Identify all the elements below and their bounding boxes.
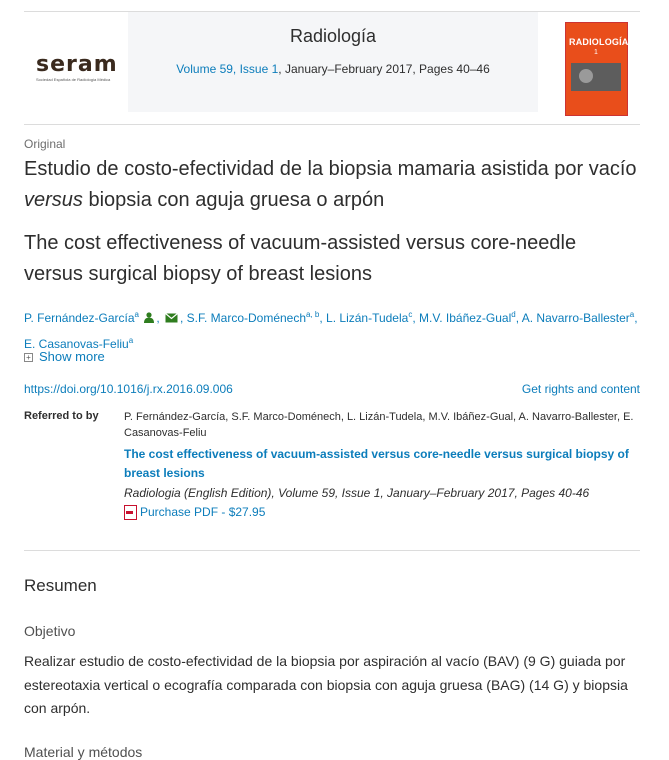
purchase-pdf-label: Purchase PDF - $27.95 xyxy=(140,505,266,519)
expand-icon: + xyxy=(24,353,33,362)
referred-authors: P. Fernández-García, S.F. Marco-Doménech, L. Lizán-Tudela, M.V. Ibáñez-Gual, A. Navarro-Ballester, E. Casanovas-Feliu xyxy=(124,411,634,439)
journal-info-box xyxy=(128,12,538,112)
logo-subtitle: Sociedad Española de Radiología Médica xyxy=(36,77,111,82)
referred-by-block xyxy=(124,409,640,520)
cover-number: 1 xyxy=(594,49,598,56)
article-title-es: Estudio de costo-efectividad de la biopsia mamaria asistida por vacío versus biopsia con aguja gruesa o arpón xyxy=(24,158,637,211)
journal-cover-image[interactable] xyxy=(565,22,628,116)
pdf-icon xyxy=(124,505,137,520)
author-link[interactable]: A. Navarro-Ballester$^a$ xyxy=(521,310,635,325)
author-list: P. Fernández-García$^a$ , , S.F. Marco-Doménech$^{a, b}$, L. Lizán-Tudela$^c$, M.V. Ibáñez-Gual$^d$, A. Navarro-Ballester$^a$, E. Casanovas-Feliu$^a$ xyxy=(24,304,640,355)
cover-photo xyxy=(571,63,621,91)
show-more-label: Show more xyxy=(39,349,105,364)
show-more-button[interactable] xyxy=(24,349,105,364)
objective-text: Realizar estudio de costo-efectividad de la biopsia por aspiración al vacío (BAV) (9 G) guiada por estereotaxia vertical o ecografía comparada con biopsia con aguja gruesa (BAG) (14 G) y biopsia con arpón. xyxy=(24,653,628,716)
journal-issue-info xyxy=(128,62,538,76)
referred-source: Radiologia (English Edition), Volume 59, Issue 1, January–February 2017, Pages 40-46 xyxy=(124,486,590,500)
author-link[interactable]: L. Lizán-Tudela$^c$ xyxy=(326,310,413,325)
purchase-pdf-link[interactable] xyxy=(124,504,640,520)
author-link[interactable]: E. Casanovas-Feliu$^a$ xyxy=(24,335,134,351)
journal-title[interactable]: Radiología xyxy=(289,26,377,46)
rights-link[interactable]: Get rights and content xyxy=(521,382,640,396)
logo-wordmark: seram xyxy=(36,52,118,77)
author-link[interactable]: S.F. Marco-Doménech$^{a, b}$ xyxy=(186,310,320,325)
referred-by-label: Referred to by xyxy=(24,410,99,422)
author-link[interactable]: P. Fernández-García$^a$ xyxy=(24,310,139,325)
methods-heading: Material y métodos xyxy=(24,744,143,760)
journal-header xyxy=(24,12,640,112)
abstract-heading: Resumen xyxy=(24,576,97,595)
objective-heading: Objetivo xyxy=(24,623,76,639)
issue-link[interactable]: Volume 59, Issue 1 xyxy=(176,62,279,76)
article-title-en: The cost effectiveness of vacuum-assisted versus core-needle versus surgical biopsy of breast lesions xyxy=(24,232,577,285)
doi-link[interactable]: https://doi.org/10.1016/j.rx.2016.09.006 xyxy=(24,382,233,396)
section-divider xyxy=(24,550,640,551)
issue-date-pages: , January–February 2017, Pages 40–46 xyxy=(278,62,490,76)
envelope-icon[interactable] xyxy=(165,308,178,330)
article-type: Original xyxy=(24,137,66,151)
author-link[interactable]: M.V. Ibáñez-Gual$^d$ xyxy=(419,310,516,325)
person-icon xyxy=(144,308,154,330)
society-logo[interactable] xyxy=(24,12,128,112)
header-divider xyxy=(24,124,640,125)
referred-title-link[interactable]: The cost effectiveness of vacuum-assisted versus core-needle versus surgical biopsy of breast lesions xyxy=(124,447,629,480)
cover-title: RADIOLOGÍA xyxy=(569,37,629,47)
